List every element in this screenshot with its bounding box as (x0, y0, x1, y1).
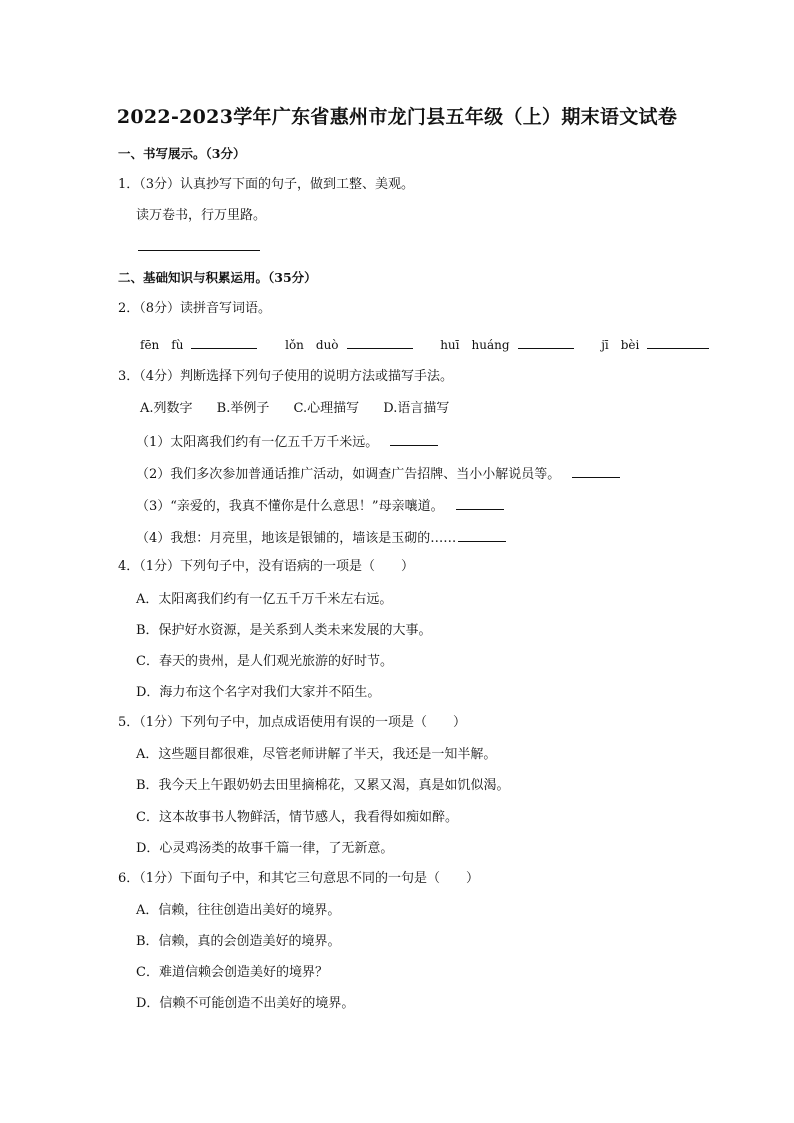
question-5-choice-c[interactable]: C．这本故事书人物鲜活，情节感人，我看得如痴如醉。 (136, 810, 458, 825)
option-c: C.心理描写 (293, 401, 360, 416)
pinyin-3-blank[interactable] (518, 334, 574, 349)
question-5-choice-b[interactable]: B．我今天上午跟奶奶去田里摘棉花，又累又渴，真是如饥似渴。 (136, 778, 510, 793)
question-1-answer-blank[interactable] (136, 236, 260, 258)
pinyin-4: jī bèi (601, 338, 640, 352)
question-6-stem: 6．（1分）下面句子中，和其它三句意思不同的一句是（ ） (118, 871, 480, 886)
question-1-sentence: 读万卷书，行万里路。 (136, 208, 267, 223)
item-blank[interactable] (572, 463, 620, 478)
pinyin-3: huī huáng (440, 338, 510, 352)
question-3-item-2 (136, 463, 620, 485)
question-4-stem: 4．（1分）下列句子中，没有语病的一项是（ ） (118, 559, 415, 574)
item-blank[interactable] (390, 431, 438, 446)
item-text: （4）我想：月亮里，地该是银铺的，墙该是玉砌的…… (136, 531, 457, 546)
item-text: （3）“亲爱的，我真不懂你是什么意思！”母亲嚷道。 (136, 499, 444, 514)
question-2-pinyin-row (140, 334, 709, 355)
question-3-item-1 (136, 431, 438, 453)
pinyin-2-blank[interactable] (347, 334, 413, 349)
page-title: 2022-2023学年广东省惠州市龙门县五年级（上）期末语文试卷 (116, 106, 678, 128)
option-d: D.语言描写 (383, 401, 450, 416)
question-5-choice-a[interactable]: A．这些题目都很难，尽管老师讲解了半天，我还是一知半解。 (136, 747, 497, 762)
question-3-stem: 3．（4分）判断选择下列句子使用的说明方法或描写手法。 (118, 369, 454, 384)
question-1-stem: 1．（3分）认真抄写下面的句子，做到工整、美观。 (118, 177, 415, 192)
question-2-stem: 2．（8分）读拼音写词语。 (118, 301, 272, 316)
option-b: B.举例子 (216, 401, 270, 416)
question-3-item-3 (136, 495, 504, 517)
section-1-heading: 一、书写展示。（3分） (118, 146, 246, 161)
item-text: （1）太阳离我们约有一亿五千万千米远。 (136, 435, 379, 450)
item-blank[interactable] (456, 495, 504, 510)
question-6-choice-b[interactable]: B．信赖，真的会创造美好的境界。 (136, 934, 341, 949)
pinyin-1: fēn fù (140, 338, 184, 352)
question-3-item-4 (136, 527, 506, 549)
pinyin-1-blank[interactable] (191, 334, 257, 349)
option-a: A.列数字 (140, 401, 193, 416)
question-3-options (140, 399, 449, 419)
pinyin-2: lǒn duò (285, 338, 339, 352)
question-6-choice-d[interactable]: D．信赖不可能创造不出美好的境界。 (136, 996, 355, 1011)
question-5-stem: 5．（1分）下列句子中，加点成语使用有误的一项是（ ） (118, 715, 467, 730)
question-4-choice-c[interactable]: C．春天的贵州，是人们观光旅游的好时节。 (136, 654, 393, 669)
item-blank[interactable] (458, 527, 506, 542)
item-text: （2）我们多次参加普通话推广活动，如调查广告招牌、当小小解说员等。 (136, 467, 561, 482)
section-2-heading: 二、基础知识与积累运用。（35分） (118, 270, 317, 285)
pinyin-4-blank[interactable] (647, 334, 709, 349)
question-5-choice-d[interactable]: D．心灵鸡汤类的故事千篇一律，了无新意。 (136, 841, 394, 856)
question-4-choice-a[interactable]: A．太阳离我们约有一亿五千万千米左右远。 (136, 592, 393, 607)
question-4-choice-b[interactable]: B．保护好水资源，是关系到人类未来发展的大事。 (136, 623, 432, 638)
question-6-choice-c[interactable]: C．难道信赖会创造美好的境界？ (136, 965, 328, 980)
question-6-choice-a[interactable]: A．信赖，往往创造出美好的境界。 (136, 903, 341, 918)
question-4-choice-d[interactable]: D．海力布这个名字对我们大家并不陌生。 (136, 685, 381, 700)
